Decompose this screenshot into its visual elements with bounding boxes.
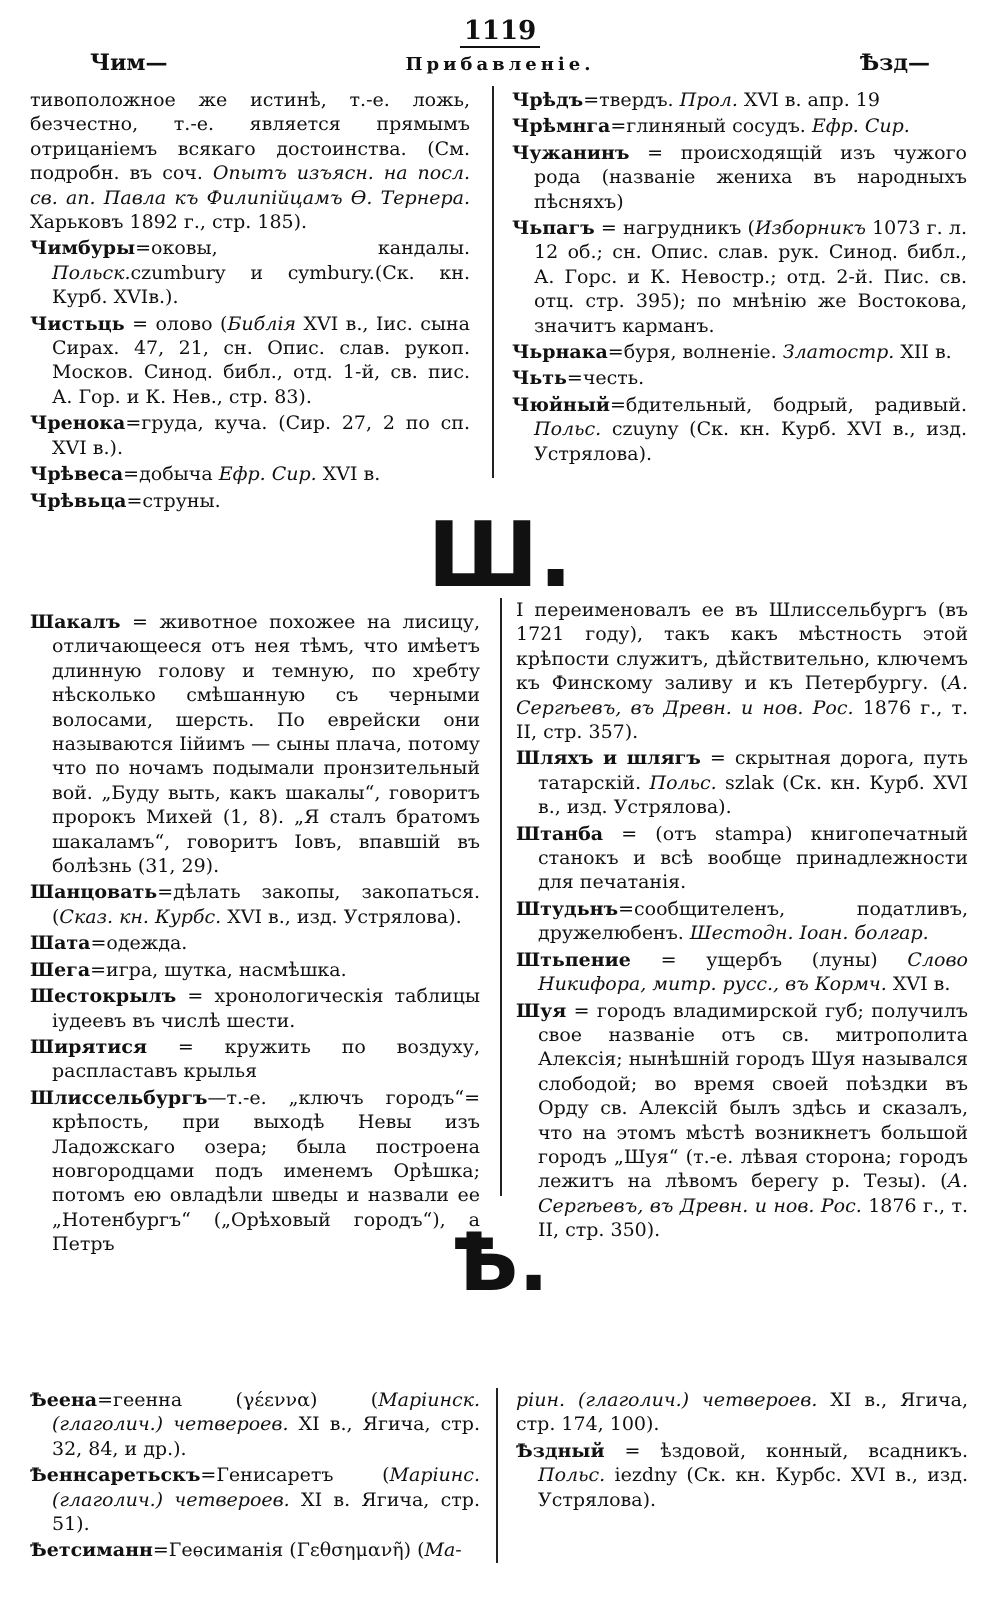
reference: Ма- — [424, 1539, 462, 1562]
gloss: =Геѳсиманія (Γεθσημανῆ) ( — [152, 1539, 425, 1562]
headword: Чюйный — [512, 393, 610, 416]
entry-tail: XVI в., Іис. сына Сирах. 47, 21, сн. Опис. слав. рукоп. Москов. Синод. библ., отд. 1-й, св. пис. А. Гор. и К. Нев., стр. 83). — [52, 312, 470, 408]
reference: Польс. — [534, 418, 602, 441]
headword: Шата — [30, 932, 91, 955]
dictionary-entry — [512, 88, 967, 112]
reference: Изборникъ — [754, 217, 866, 240]
reference: А. Сергѣевъ, въ Древн. и нов. Рос. — [516, 672, 968, 719]
letter-heading-yat: Ѣ. — [451, 1216, 549, 1309]
section3-right-column — [516, 1388, 968, 1514]
reference: Маріинск. (глаголич.) четвероев. — [52, 1389, 480, 1436]
gloss: =струны. — [126, 489, 221, 512]
gloss: = (отъ stampa) книгопечатный станокъ и всѣ вообще принадлежности для печатанія. — [538, 822, 968, 894]
headword: Чистьць — [30, 312, 125, 335]
gloss: = олово ( — [124, 312, 228, 335]
headword: Чрѣдъ — [512, 89, 584, 111]
headword: Чрѣмнга — [512, 115, 611, 138]
entry-tail: 1073 г. л. 12 об.; сн. Опис. слав. рук. Синод. библ., А. Горс. и К. Невостр.; отд. 2-й. Пис. св. отц. стр. 395); по мнѣнію же Востокова, значитъ карманъ. — [534, 217, 967, 337]
dictionary-entry — [30, 610, 480, 878]
entry-tail: iezdny (Ск. кн. Курбс. XVI в., изд. Устрялова). — [538, 1464, 968, 1511]
right-guide-word: Ѣзд— — [859, 50, 930, 76]
entry-tail: XVI в., изд. Устрялова). — [221, 905, 462, 928]
gloss: = кружить по воздуху, распластавъ крылья — [52, 1035, 480, 1083]
dictionary-entry — [516, 746, 968, 819]
gloss: = ѣздовой, конный, всадникъ. — [604, 1439, 968, 1462]
gloss: =бдительный, бодрый, радивый. — [609, 393, 967, 416]
dictionary-entry — [30, 462, 470, 486]
headword: Штанба — [516, 822, 604, 845]
reference: Прол. — [679, 89, 738, 111]
entry-tail: XI в., Ягича, стр. 32, 84, и др.). — [52, 1413, 481, 1460]
dictionary-entry — [512, 393, 967, 466]
reference: Польс. — [649, 771, 717, 794]
gloss: = происходящій изъ чужого рода (названіе жениха въ народныхъ пѣсняхъ) — [534, 141, 967, 213]
dictionary-entry — [30, 236, 470, 309]
headword: Чренока — [30, 412, 126, 435]
gloss: тивоположное же истинѣ, т.-е. ложь, безчестно, т.-е. является прямымъ отрицаніемъ всякаго достоинства. (См. подробн. въ соч. — [30, 89, 470, 185]
section1-right-column — [512, 88, 967, 468]
gloss: =буря, волненіе. — [607, 341, 783, 364]
headword: Ѣздный — [516, 1439, 605, 1462]
gloss: =честь. — [566, 367, 645, 390]
reference: Опытъ изъясн. на посл. св. ап. Павла къ Филипійцамъ Ѳ. Тернера. — [30, 162, 470, 209]
gloss: =сообщителенъ, податливъ, дружелюбенъ. — [538, 897, 968, 945]
entry-tail: XII в. — [894, 341, 952, 364]
dictionary-entry — [516, 822, 968, 895]
dictionary-entry — [516, 1439, 968, 1512]
dictionary-entry — [30, 958, 480, 982]
dictionary-entry — [30, 411, 470, 460]
dictionary-entry — [512, 216, 967, 338]
headword: Шестокрылъ — [30, 985, 177, 1008]
gloss: =одежда. — [90, 932, 188, 955]
dictionary-entry — [516, 948, 968, 997]
gloss: =игра, шутка, насмѣшка. — [90, 958, 347, 981]
gloss: = хронологическія таблицы іудеевъ въ числѣ шести. — [52, 985, 480, 1032]
entry-tail: szlak (Ск. кн. Курб. XVI в., изд. Устрялова). — [538, 771, 968, 819]
gloss: = ущербъ (луны) — [630, 948, 908, 971]
dictionary-entry — [30, 931, 480, 955]
gloss: =геенна (γέεννα) ( — [97, 1389, 379, 1411]
entry-tail: czumbury и cymbury.(Ск. кн. Курб. XVIв.). — [52, 261, 470, 309]
dictionary-entry — [30, 880, 480, 929]
section2-left-column — [30, 610, 480, 1259]
page-title: Прибавленіе. — [405, 54, 595, 75]
gloss: =груда, куча. (Сир. 27, 2 по сп. XVI в.). — [52, 412, 470, 459]
headword: Чимбуры — [30, 237, 136, 260]
gloss: = городъ владимирской губ; получилъ свое названіе отъ св. митрополита Алексія; нынѣшній городъ Шуя назывался слободой; во время своей поѣздки въ Орду св. Алексій былъ здѣсь и сказалъ, что на этомъ мѣстѣ возникнетъ большой городъ „Шуя“ (т.-е. лѣвая сторона; городъ лежитъ на лѣвомъ берегу р. Тезы). ( — [538, 999, 968, 1193]
dictionary-entry — [516, 897, 968, 946]
entry-tail: XVI в. — [316, 463, 381, 486]
reference: ріин. (глаголич.) четвероев. — [516, 1389, 818, 1411]
dictionary-entry — [30, 312, 470, 410]
entry-tail: XVI в. — [886, 973, 951, 996]
entry-tail: XVI в. апр. 19 — [737, 89, 880, 111]
dictionary-entry — [512, 141, 967, 214]
column-divider — [500, 598, 502, 1196]
gloss: I переименовалъ ее въ Шлиссельбургъ (въ 1721 году), такъ какъ мѣстность этой крѣпости служитъ, дѣйствительно, ключемъ къ Финскому заливу и къ Петербургу. ( — [516, 599, 968, 695]
reference: Сказ. кн. Курбс. — [59, 905, 222, 928]
page-number: 1119 — [460, 16, 540, 48]
dictionary-entry — [30, 1035, 480, 1084]
headword: Чьть — [512, 367, 567, 390]
headword: Чрѣвьца — [30, 489, 127, 512]
headword: Чрѣвеса — [30, 463, 124, 486]
entry-tail: czuyny (Ск. кн. Курб. XVI в., изд. Устрялова). — [534, 418, 967, 465]
headword: Чужанинъ — [512, 141, 630, 164]
dictionary-entry — [30, 1538, 480, 1562]
dictionary-entry — [512, 340, 967, 364]
headword: Ѣеннсаретьскъ — [30, 1464, 201, 1487]
dictionary-entry — [30, 1463, 480, 1536]
headword: Шлиссельбургъ — [30, 1086, 208, 1109]
page-header — [0, 10, 1000, 76]
headword: Чьрнака — [512, 341, 608, 364]
headword: Шакалъ — [30, 611, 121, 633]
dictionary-entry — [30, 984, 480, 1033]
reference: Шестодн. Іоан. болгар. — [689, 922, 929, 945]
column-divider — [496, 1388, 498, 1563]
gloss: = животное похожее на лисицу, отличающееся отъ нея тѣмъ, что имѣетъ длинную голову и темную, по хребту нѣсколько смѣшанную съ черными волосами, шерсть. По еврейски они называются Іійимъ — сыны плача, потому что по ночамъ подымали пронзительный вой. „Буду выть, какъ шакалы“, говоритъ пророкъ Михей (1, 8). „Я сталъ братомъ шакаламъ“, говоритъ Іовъ, впавшій въ болѣзнь (31, 29). — [52, 611, 480, 878]
headword: Штудьнъ — [516, 897, 619, 920]
letter-heading-sha: Ш. — [427, 503, 573, 608]
dictionary-entry — [512, 114, 967, 138]
reference: Библія — [227, 312, 296, 335]
headword: Ѣеена — [30, 1389, 98, 1411]
section2-right-column — [516, 598, 968, 1245]
entry-tail: 1876 г., т. II, стр. 357). — [516, 696, 968, 744]
entry-tail: Харьковъ 1892 г., стр. 185). — [30, 211, 308, 234]
gloss: =глиняный сосудъ. — [610, 115, 812, 138]
reference: Слово Никифора, митр. русс., въ Кормч. — [538, 948, 968, 996]
section1-left-column — [30, 88, 470, 515]
gloss: =дѣлать закопы, закопаться. ( — [52, 881, 480, 928]
dictionary-entry — [516, 999, 968, 1243]
reference: Златостр. — [782, 341, 895, 364]
gloss: = скрытная дорога, путь татарскій. — [538, 747, 968, 794]
gloss: =добыча — [123, 463, 219, 486]
reference: Польс. — [538, 1464, 606, 1487]
reference: А. Сергѣевъ, въ Древн. и нов. Рос. — [538, 1170, 968, 1217]
entry-tail: 1876 г., т. II, стр. 350). — [538, 1194, 968, 1242]
headword: Шега — [30, 958, 91, 981]
dictionary-entry — [30, 88, 470, 234]
headword: Ѣетсиманн — [30, 1539, 153, 1562]
gloss: =оковы, кандалы. — [135, 237, 470, 260]
headword: Штьпение — [516, 948, 631, 971]
gloss: = нагрудникъ ( — [594, 217, 755, 240]
left-guide-word: Чим— — [90, 50, 168, 76]
headword: Шляхъ и шлягъ — [516, 747, 701, 770]
headword: Шанцовать — [30, 881, 158, 904]
column-divider — [492, 86, 494, 478]
entry-tail: XI в., Ягича, стр. 174, 100). — [516, 1389, 968, 1436]
section3-left-column — [30, 1388, 480, 1565]
gloss: —т.-е. „ключъ городъ“= крѣпость, при выходѣ Невы изъ Ладожскаго озера; была построена новгородцами подъ именемъ Орѣшка; потомъ ею овладѣли шведы и назвали ее „Нотенбургъ“ („Орѣховый городъ“), а Петръ — [52, 1086, 480, 1256]
reference: Польск. — [52, 261, 131, 284]
dictionary-entry — [516, 598, 968, 744]
reference: Маріинс. (глаголич.) четвероев. — [52, 1464, 480, 1511]
dictionary-entry — [512, 366, 967, 390]
headword: Чьпагъ — [512, 217, 595, 240]
entry-tail: XI в. Ягича, стр. 51). — [52, 1488, 480, 1536]
gloss: =Генисаретъ ( — [200, 1464, 390, 1487]
dictionary-entry — [30, 1388, 480, 1461]
reference: Ефр. Сир. — [811, 115, 910, 138]
gloss: =твердъ. — [583, 89, 680, 111]
dictionary-entry — [516, 1388, 968, 1437]
reference: Ефр. Сир. — [218, 463, 317, 486]
headword: Шуя — [516, 999, 567, 1022]
headword: Ширятися — [30, 1035, 147, 1058]
